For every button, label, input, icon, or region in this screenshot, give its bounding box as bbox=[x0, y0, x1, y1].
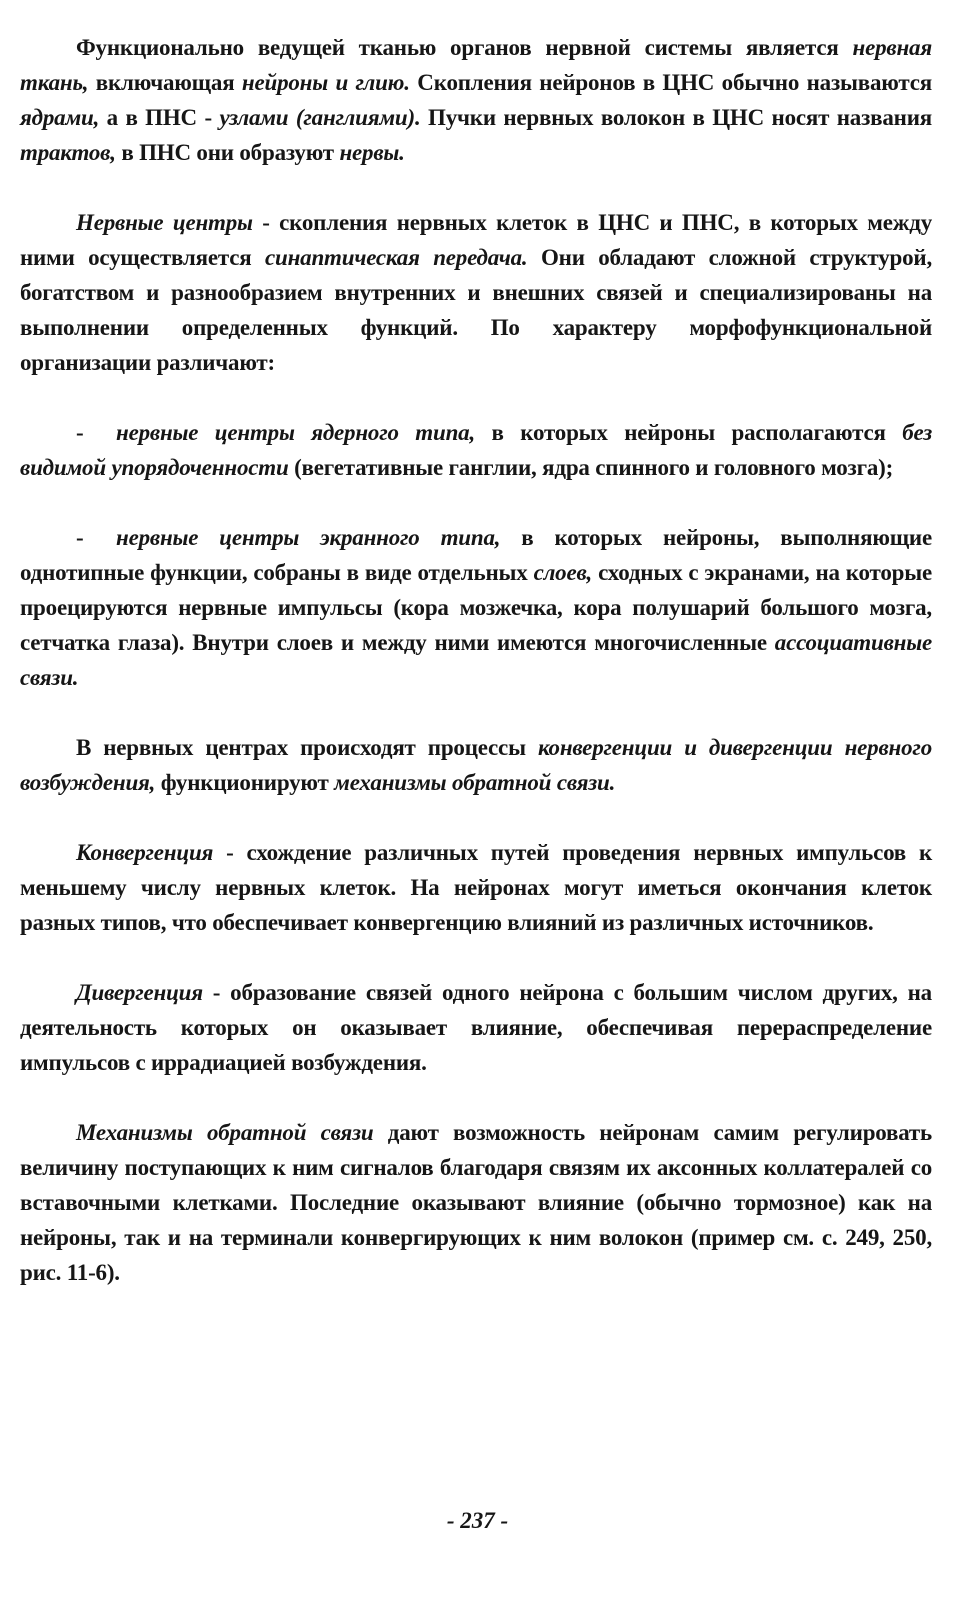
term-nerves: нервы. bbox=[339, 140, 405, 165]
page-body bbox=[20, 30, 932, 1290]
list-dash: - bbox=[76, 420, 84, 445]
term-synaptic-transmission: синаптическая передача. bbox=[264, 245, 528, 270]
term-nuclei: ядрами, bbox=[20, 105, 100, 130]
page-number: - 237 - bbox=[446, 1508, 509, 1533]
term-associative-links: ассоциативные связи. bbox=[20, 630, 932, 690]
term-nerve-centers: Нервные центры bbox=[76, 210, 253, 235]
term-feedback: механизмы обратной связи. bbox=[334, 770, 616, 795]
paragraph-feedback: Механизмы обратной связи дают возможность нейронам самим регулировать величину поступающих к ним сигналов благодаря связям их аксонных коллатералей со вставочными клетками. Последние оказывают влияние (обычно тормозное) как на нейроны, так и на терминали конвергирующих к ним волокон (пример см. с. 249, 250, рис. 11-6). bbox=[20, 1120, 932, 1285]
term-convergence-divergence: конвергенции и дивергенции нервного возбуждения, bbox=[20, 735, 932, 795]
term-tracts: трактов, bbox=[20, 140, 116, 165]
term-ganglia: узлами (ганглиями). bbox=[219, 105, 421, 130]
term-feedback-mechanisms: Механизмы обратной связи bbox=[76, 1120, 374, 1145]
term-convergence: Конвергенция bbox=[76, 840, 214, 865]
paragraph-nervous-tissue: Функционально ведущей тканью органов нервной системы является нервная ткань, включающая нейроны и глию. Скопления нейронов в ЦНС обычно называются ядрами, а в ПНС - узлами (ганглиями). Пучки нервных волокон в ЦНС носят названия трактов, в ПНС они образуют нервы. bbox=[20, 35, 932, 165]
paragraph-divergence: Дивергенция - образование связей одного нейрона с большим числом других, на деятельность которых он оказывает влияние, обеспечивая перераспределение импульсов с иррадиацией возбуждения. bbox=[20, 980, 932, 1075]
term-layers: слоев, bbox=[533, 560, 593, 585]
term-screen-type: нервные центры экранного типа, bbox=[116, 525, 501, 550]
term-no-order: без видимой упорядоченности bbox=[20, 420, 932, 480]
term-divergence: Дивергенция bbox=[76, 980, 203, 1005]
paragraph-nerve-centers: Нервные центры - скопления нервных клеток в ЦНС и ПНС, в которых между ними осуществляется синаптическая передача. Они обладают сложной структурой, богатством и разнообразием внутренних и внешних связей и специализированы на выполнении определенных функций. По характеру морфофункциональной организации различают: bbox=[20, 210, 933, 375]
paragraph-processes: В нервных центрах происходят процессы конвергенции и дивергенции нервного возбуждения, функционируют механизмы обратной связи. bbox=[20, 735, 932, 795]
list-dash: - bbox=[76, 525, 84, 550]
term-nuclear-type: нервные центры ядерного типа, bbox=[116, 420, 476, 445]
list-item-screen-type: - нервные центры экранного типа, в которых нейроны, выполняющие однотипные функции, собраны в виде отдельных слоев, сходных с экранами, на которые проецируются нервные импульсы (кора мозжечка, кора полушарий большого мозга, сетчатка глаза). Внутри слоев и между ними имеются многочисленные ассоциативные связи. bbox=[20, 520, 932, 695]
term-neurons-glia: нейроны и глию. bbox=[241, 70, 410, 95]
term-nervous-tissue: нервная ткань, bbox=[20, 35, 932, 95]
paragraph-convergence: Конвергенция - схождение различных путей проведения нервных импульсов к меньшему числу нервных клеток. На нейронах могут иметься окончания клеток разных типов, что обеспечивает конвергенцию влияний из различных источников. bbox=[20, 840, 932, 935]
list-item-nuclear-type: - нервные центры ядерного типа, в которых нейроны располагаются без видимой упорядоченности (вегетативные ганглии, ядра спинного и головного мозга); bbox=[20, 415, 932, 485]
